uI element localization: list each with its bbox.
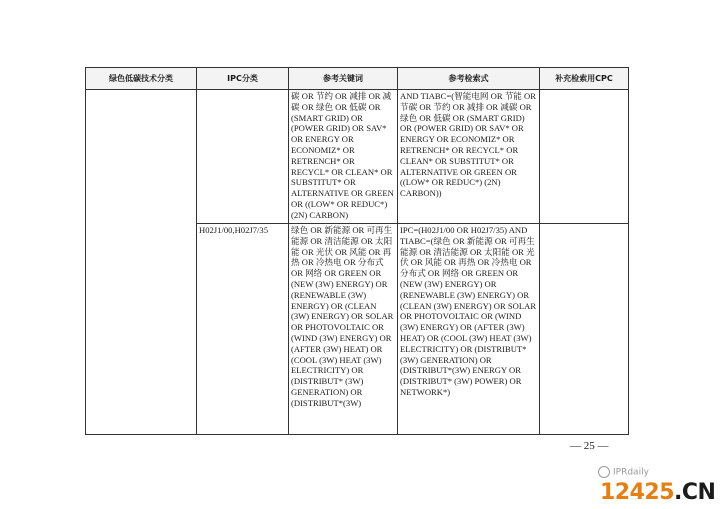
- logo-number: 12425: [600, 480, 675, 505]
- cell-query: AND TIABC=(智能电网 OR 节能 OR 节碳 OR 节约 OR 减排 OR 减碳 OR 绿色 OR 低碳 OR (SMART GRID) OR (POWER GRID) OR SAV* OR ENERGY OR ECONOMIZ* OR RETRENCH* OR RECYCL* OR CLEAN* OR SUBSTITUT* OR ALTERNATIVE OR GREEN OR ((LOW* OR REDUC*) (2N) CARBON)): [398, 90, 540, 224]
- watermark-text: IPRdaily: [613, 467, 649, 478]
- table-header-row: [86, 68, 629, 90]
- header-query: 参考检索式: [398, 68, 540, 90]
- cell-query: IPC=(H02J1/00 OR H02J7/35) AND TIABC=(绿色 OR 新能源 OR 可再生能源 OR 清洁能源 OR 太阳能 OR 光伏 OR 风能 OR 再热 OR 冷热电 OR 分布式 OR 网络 OR GREEN OR (NEW (3W) ENERGY) OR (RENEWABLE (3W) ENERGY) OR (CLEAN (3W) ENERGY) OR SOLAR OR PHOTOVOLTAIC OR (WIND (3W) ENERGY) OR (AFTER (3W) HEAT) OR (COOL (3W) HEAT (3W) ELECTRICITY) OR (DISTRIBUT* (3W) GENERATION) OR (DISTRIBUT*(3W) ENERGY OR (DISTRIBUT* (3W) POWER) OR NETWORK*): [398, 224, 540, 435]
- header-cpc: 补充检索用CPC: [540, 68, 629, 90]
- cell-cpc: [540, 224, 629, 435]
- site-logo: [600, 480, 715, 505]
- cell-cpc: [540, 90, 629, 224]
- cell-ipc: H02J1/00,H02J7/35: [197, 224, 289, 435]
- cell-category: [86, 90, 197, 435]
- header-keywords: 参考关键词: [289, 68, 398, 90]
- logo-suffix: .CN: [674, 480, 716, 505]
- watermark: [598, 466, 649, 478]
- page-number: — 25 —: [570, 440, 609, 452]
- cell-ipc: [197, 90, 289, 224]
- ipc-keyword-table: [85, 67, 629, 435]
- header-category: 绿色低碳技术分类: [86, 68, 197, 90]
- wechat-icon: [598, 466, 610, 478]
- cell-keywords: 绿色 OR 新能源 OR 可再生能源 OR 清洁能源 OR 太阳能 OR 光伏 OR 风能 OR 再热 OR 冷热电 OR 分布式 OR 网络 OR GREEN OR (NEW (3W) ENERGY) OR (RENEWABLE (3W) ENERGY) OR (CLEAN (3W) ENERGY) OR SOLAR OR PHOTOVOLTAIC OR (WIND (3W) ENERGY) OR (AFTER (3W) HEAT) OR (COOL (3W) HEAT (3W) ELECTRICITY) OR (DISTRIBUT* (3W) GENERATION) OR (DISTRIBUT*(3W): [289, 224, 398, 435]
- cell-keywords: 碳 OR 节约 OR 减排 OR 减碳 OR 绿色 OR 低碳 OR (SMART GRID) OR (POWER GRID) OR SAV* OR ENERGY OR ECONOMIZ* OR RETRENCH* OR RECYCL* OR CLEAN* OR SUBSTITUT* OR ALTERNATIVE OR GREEN OR ((LOW* OR REDUC*) (2N) CARBON): [289, 90, 398, 224]
- table-row: [86, 90, 629, 224]
- header-ipc: IPC分类: [197, 68, 289, 90]
